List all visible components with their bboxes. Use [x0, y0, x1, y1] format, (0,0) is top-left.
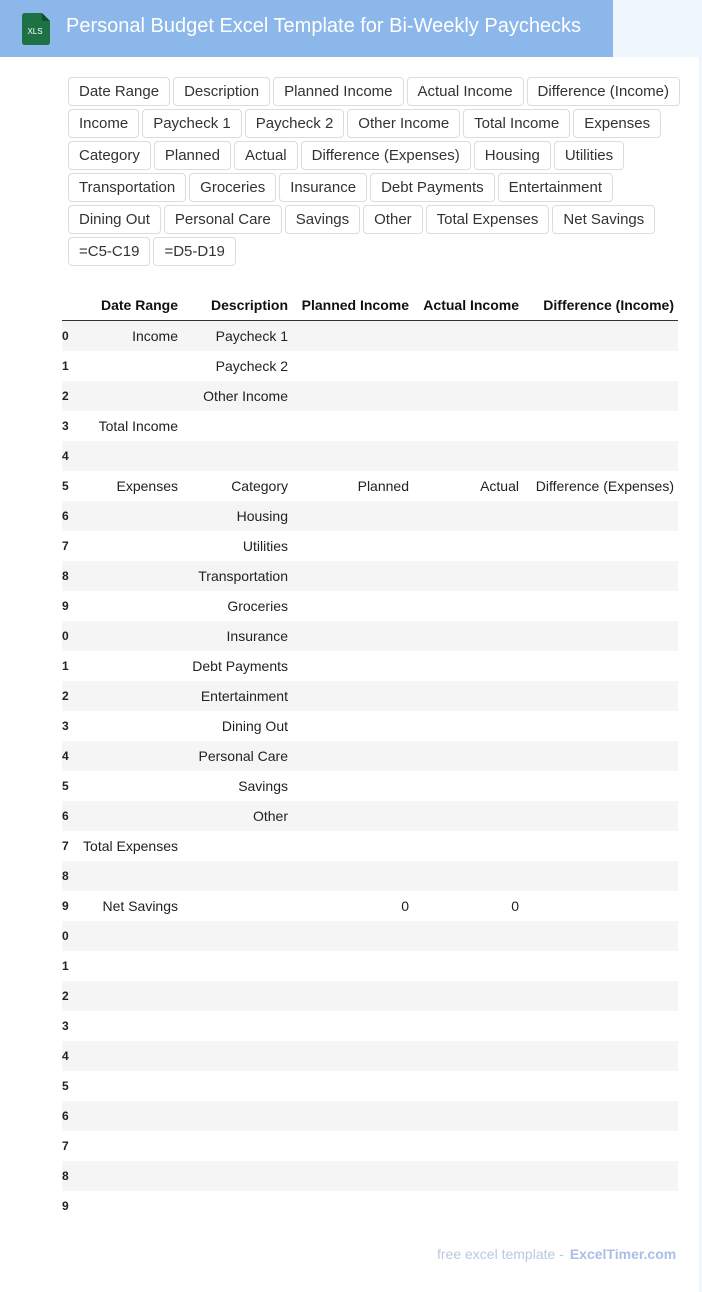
table-cell [523, 681, 678, 711]
keyword-chip[interactable]: Difference (Income) [527, 77, 680, 106]
row-number: 4 [62, 749, 69, 763]
table-cell [292, 351, 413, 381]
table-cell [182, 1071, 292, 1101]
keyword-chip[interactable]: =C5-C19 [68, 237, 150, 266]
footer-brand-link[interactable]: ExcelTimer.com [569, 1246, 677, 1262]
table-cell [70, 591, 182, 621]
table-row [62, 1041, 678, 1071]
table-cell: Paycheck 2 [215, 358, 288, 374]
row-number: 3 [62, 419, 69, 433]
table-cell [70, 1161, 182, 1191]
table-cell [523, 951, 678, 981]
table-row [62, 621, 678, 651]
table-cell [292, 411, 413, 441]
table-cell: Total Income [98, 418, 178, 434]
table-cell [523, 1011, 678, 1041]
table-cell [413, 1191, 523, 1221]
table-cell [292, 771, 413, 801]
table-cell [523, 441, 678, 471]
table-cell: Personal Care [198, 748, 288, 764]
table-cell [523, 351, 678, 381]
table-cell [413, 1161, 523, 1191]
row-number: 5 [62, 1079, 69, 1093]
table-cell [70, 771, 182, 801]
column-header: Description [182, 290, 292, 321]
table-cell: Housing [236, 508, 288, 524]
table-cell [413, 1131, 523, 1161]
excel-file-icon [22, 13, 50, 45]
footer-text: free excel template - [437, 1246, 564, 1262]
row-number: 1 [62, 659, 69, 673]
table-row [62, 1071, 678, 1101]
row-number: 9 [62, 599, 69, 613]
table-cell [413, 951, 523, 981]
table-cell [70, 501, 182, 531]
table-cell [70, 1101, 182, 1131]
table-cell [413, 531, 523, 561]
table-cell [182, 1011, 292, 1041]
table-cell [413, 1071, 523, 1101]
keyword-chip[interactable]: Personal Care [164, 205, 282, 234]
table-cell [523, 501, 678, 531]
keyword-chip[interactable]: Savings [285, 205, 360, 234]
table-cell [413, 561, 523, 591]
table-cell [292, 831, 413, 861]
table-row [62, 891, 678, 921]
keyword-chip[interactable]: Actual Income [407, 77, 524, 106]
table-row [62, 651, 678, 681]
keyword-chip[interactable]: Total Expenses [426, 205, 550, 234]
keyword-chip[interactable]: Expenses [573, 109, 661, 138]
row-number: 6 [62, 509, 69, 523]
table-cell [413, 321, 523, 352]
table-cell [182, 981, 292, 1011]
table-cell [523, 651, 678, 681]
keyword-chip[interactable]: Income [68, 109, 139, 138]
keyword-chip[interactable]: Planned Income [273, 77, 403, 106]
table-cell [523, 771, 678, 801]
table-cell [523, 1041, 678, 1071]
table-cell: Planned [357, 478, 409, 494]
row-number: 0 [62, 929, 69, 943]
table-cell: Expenses [116, 478, 178, 494]
row-number: 5 [62, 779, 69, 793]
table-cell [70, 441, 182, 471]
keyword-chip[interactable]: Groceries [189, 173, 276, 202]
row-number-header [62, 290, 70, 321]
table-cell [523, 801, 678, 831]
table-row [62, 1191, 678, 1221]
table-cell [523, 411, 678, 441]
table-cell [413, 1101, 523, 1131]
table-cell [292, 591, 413, 621]
table-cell [523, 1191, 678, 1221]
table-cell [70, 1071, 182, 1101]
row-number: 9 [62, 1199, 69, 1213]
keyword-chip[interactable]: Paycheck 2 [245, 109, 345, 138]
keyword-chip[interactable]: =D5-D19 [153, 237, 235, 266]
row-number: 5 [62, 479, 69, 493]
table-cell [523, 831, 678, 861]
icon-label: XLS [27, 27, 43, 36]
table-cell [523, 591, 678, 621]
table-cell [292, 1101, 413, 1131]
row-number: 4 [62, 1049, 69, 1063]
keyword-chip[interactable]: Utilities [554, 141, 624, 170]
keyword-chip[interactable]: Paycheck 1 [142, 109, 242, 138]
keyword-chip[interactable]: Dining Out [68, 205, 161, 234]
table-cell: Category [231, 478, 288, 494]
keyword-chip[interactable]: Category [68, 141, 151, 170]
row-number: 1 [62, 959, 69, 973]
table-cell [70, 621, 182, 651]
table-cell [182, 831, 292, 861]
table-row [62, 681, 678, 711]
table-cell [523, 1071, 678, 1101]
table-cell: 0 [511, 898, 519, 914]
table-cell [70, 951, 182, 981]
table-cell [292, 1011, 413, 1041]
row-number: 7 [62, 539, 69, 553]
table-cell [70, 801, 182, 831]
table-cell [70, 1191, 182, 1221]
table-row [62, 321, 678, 352]
table-cell [70, 381, 182, 411]
column-header: Actual Income [413, 290, 523, 321]
table-cell [523, 1101, 678, 1131]
table-row [62, 1161, 678, 1191]
table-row [62, 981, 678, 1011]
column-header: Date Range [70, 290, 182, 321]
table-cell [292, 981, 413, 1011]
table-cell [182, 1101, 292, 1131]
row-number: 3 [62, 1019, 69, 1033]
row-number: 1 [62, 359, 69, 373]
table-cell: Savings [238, 778, 288, 794]
table-cell [413, 741, 523, 771]
table-cell: Actual [480, 478, 519, 494]
table-row [62, 711, 678, 741]
table-row [62, 771, 678, 801]
row-number: 9 [62, 899, 69, 913]
table-cell [413, 831, 523, 861]
table-cell: Other [252, 808, 288, 824]
table-cell [182, 1161, 292, 1191]
row-number: 3 [62, 719, 69, 733]
table-cell [523, 921, 678, 951]
table-cell [292, 1191, 413, 1221]
row-number: 2 [62, 989, 69, 1003]
keyword-chip[interactable]: Description [173, 77, 270, 106]
table-cell [292, 951, 413, 981]
table-cell [413, 771, 523, 801]
table-row [62, 921, 678, 951]
keyword-chip[interactable]: Debt Payments [370, 173, 495, 202]
keyword-chip[interactable]: Transportation [68, 173, 186, 202]
table-row [62, 351, 678, 381]
title-banner [0, 0, 613, 57]
table-cell [292, 561, 413, 591]
table-cell [523, 381, 678, 411]
table-cell [70, 1131, 182, 1161]
table-cell [523, 321, 678, 352]
keyword-chip[interactable]: Insurance [279, 173, 367, 202]
keyword-chip[interactable]: Net Savings [552, 205, 655, 234]
table-cell [70, 981, 182, 1011]
table-cell [413, 441, 523, 471]
table-cell: Difference (Expenses) [535, 478, 674, 494]
table-cell: Total Expenses [83, 838, 178, 854]
table-cell [292, 711, 413, 741]
keyword-chip[interactable]: Entertainment [498, 173, 613, 202]
table-cell: Net Savings [102, 898, 178, 914]
table-row [62, 561, 678, 591]
keyword-chip[interactable]: Other [363, 205, 423, 234]
table-cell: Income [132, 328, 178, 344]
keyword-chip[interactable]: Planned [154, 141, 231, 170]
table-cell [413, 861, 523, 891]
keyword-chip[interactable]: Housing [474, 141, 551, 170]
table-cell [413, 621, 523, 651]
table-cell: Dining Out [221, 718, 288, 734]
table-cell [182, 891, 292, 921]
table-cell [292, 321, 413, 352]
footer-credit [437, 1246, 676, 1262]
table-cell [182, 1131, 292, 1161]
table-cell [523, 741, 678, 771]
table-cell [523, 711, 678, 741]
table-cell [70, 351, 182, 381]
table-cell [292, 741, 413, 771]
table-cell [292, 801, 413, 831]
table-cell [523, 621, 678, 651]
table-row [62, 411, 678, 441]
table-cell [413, 711, 523, 741]
table-cell [70, 711, 182, 741]
table-cell [292, 621, 413, 651]
keyword-chip[interactable]: Difference (Expenses) [301, 141, 471, 170]
table-row [62, 1011, 678, 1041]
table-cell: 0 [401, 898, 409, 914]
table-row [62, 1101, 678, 1131]
table-cell [413, 351, 523, 381]
table-cell [182, 1041, 292, 1071]
row-number: 2 [62, 389, 69, 403]
keyword-chip[interactable]: Date Range [68, 77, 170, 106]
table-cell [413, 681, 523, 711]
table-cell [523, 1131, 678, 1161]
table-cell [292, 1131, 413, 1161]
table-cell [70, 651, 182, 681]
table-cell: Paycheck 1 [215, 328, 288, 344]
table-cell [523, 891, 678, 921]
table-cell [70, 741, 182, 771]
table-cell [292, 1041, 413, 1071]
table-cell [523, 1161, 678, 1191]
table-cell [523, 981, 678, 1011]
column-header: Planned Income [292, 290, 413, 321]
row-number: 8 [62, 569, 69, 583]
table-cell [182, 861, 292, 891]
table-cell [70, 681, 182, 711]
table-cell: Insurance [226, 628, 288, 644]
table-cell [70, 1011, 182, 1041]
table-cell [292, 441, 413, 471]
page-title: Personal Budget Excel Template for Bi-Weekly Paychecks [66, 15, 582, 37]
table-cell [292, 531, 413, 561]
row-number: 7 [62, 839, 69, 853]
table-cell [413, 981, 523, 1011]
table-row [62, 1131, 678, 1161]
table-cell [292, 1071, 413, 1101]
table-cell [413, 1041, 523, 1071]
table-cell [292, 861, 413, 891]
table-cell [292, 681, 413, 711]
table-row [62, 741, 678, 771]
row-number: 6 [62, 809, 69, 823]
table-cell: Other Income [203, 388, 288, 404]
keyword-chip[interactable]: Total Income [463, 109, 570, 138]
table-cell [182, 441, 292, 471]
table-cell [413, 921, 523, 951]
keyword-chip[interactable]: Actual [234, 141, 298, 170]
table-cell [413, 591, 523, 621]
table-cell [70, 531, 182, 561]
table-cell [292, 381, 413, 411]
keyword-chip[interactable]: Other Income [347, 109, 460, 138]
table-cell [413, 651, 523, 681]
table-row [62, 801, 678, 831]
table-cell [292, 1161, 413, 1191]
table-cell: Utilities [242, 538, 288, 554]
table-row [62, 441, 678, 471]
row-number: 8 [62, 1169, 69, 1183]
header-row [62, 290, 678, 321]
table-cell [292, 921, 413, 951]
table-row [62, 381, 678, 411]
table-row [62, 531, 678, 561]
table-cell [182, 951, 292, 981]
budget-table [62, 290, 678, 1221]
table-cell [523, 531, 678, 561]
row-number: 0 [62, 329, 69, 343]
table-cell [70, 561, 182, 591]
table-row [62, 591, 678, 621]
spreadsheet-preview [62, 290, 678, 1221]
table-cell [413, 411, 523, 441]
table-row [62, 831, 678, 861]
table-cell [523, 561, 678, 591]
table-cell [292, 651, 413, 681]
table-row [62, 471, 678, 501]
table-cell [182, 1191, 292, 1221]
table-cell: Debt Payments [192, 658, 288, 674]
table-cell [523, 861, 678, 891]
table-cell: Entertainment [200, 688, 288, 704]
row-number: 2 [62, 689, 69, 703]
row-number: 8 [62, 869, 69, 883]
table-cell [182, 921, 292, 951]
row-number: 4 [62, 449, 69, 463]
table-cell: Transportation [198, 568, 288, 584]
table-cell: Groceries [227, 598, 288, 614]
table-cell [70, 921, 182, 951]
table-cell [413, 501, 523, 531]
table-cell [413, 1011, 523, 1041]
table-cell [413, 381, 523, 411]
row-number: 6 [62, 1109, 69, 1123]
table-cell [413, 801, 523, 831]
row-number: 0 [62, 629, 69, 643]
row-number: 7 [62, 1139, 69, 1153]
table-cell [70, 1041, 182, 1071]
keyword-chip-list [68, 77, 688, 266]
table-row [62, 951, 678, 981]
column-header: Difference (Income) [523, 290, 678, 321]
table-row [62, 861, 678, 891]
table-cell [182, 411, 292, 441]
table-cell [292, 501, 413, 531]
table-row [62, 501, 678, 531]
table-cell [70, 861, 182, 891]
